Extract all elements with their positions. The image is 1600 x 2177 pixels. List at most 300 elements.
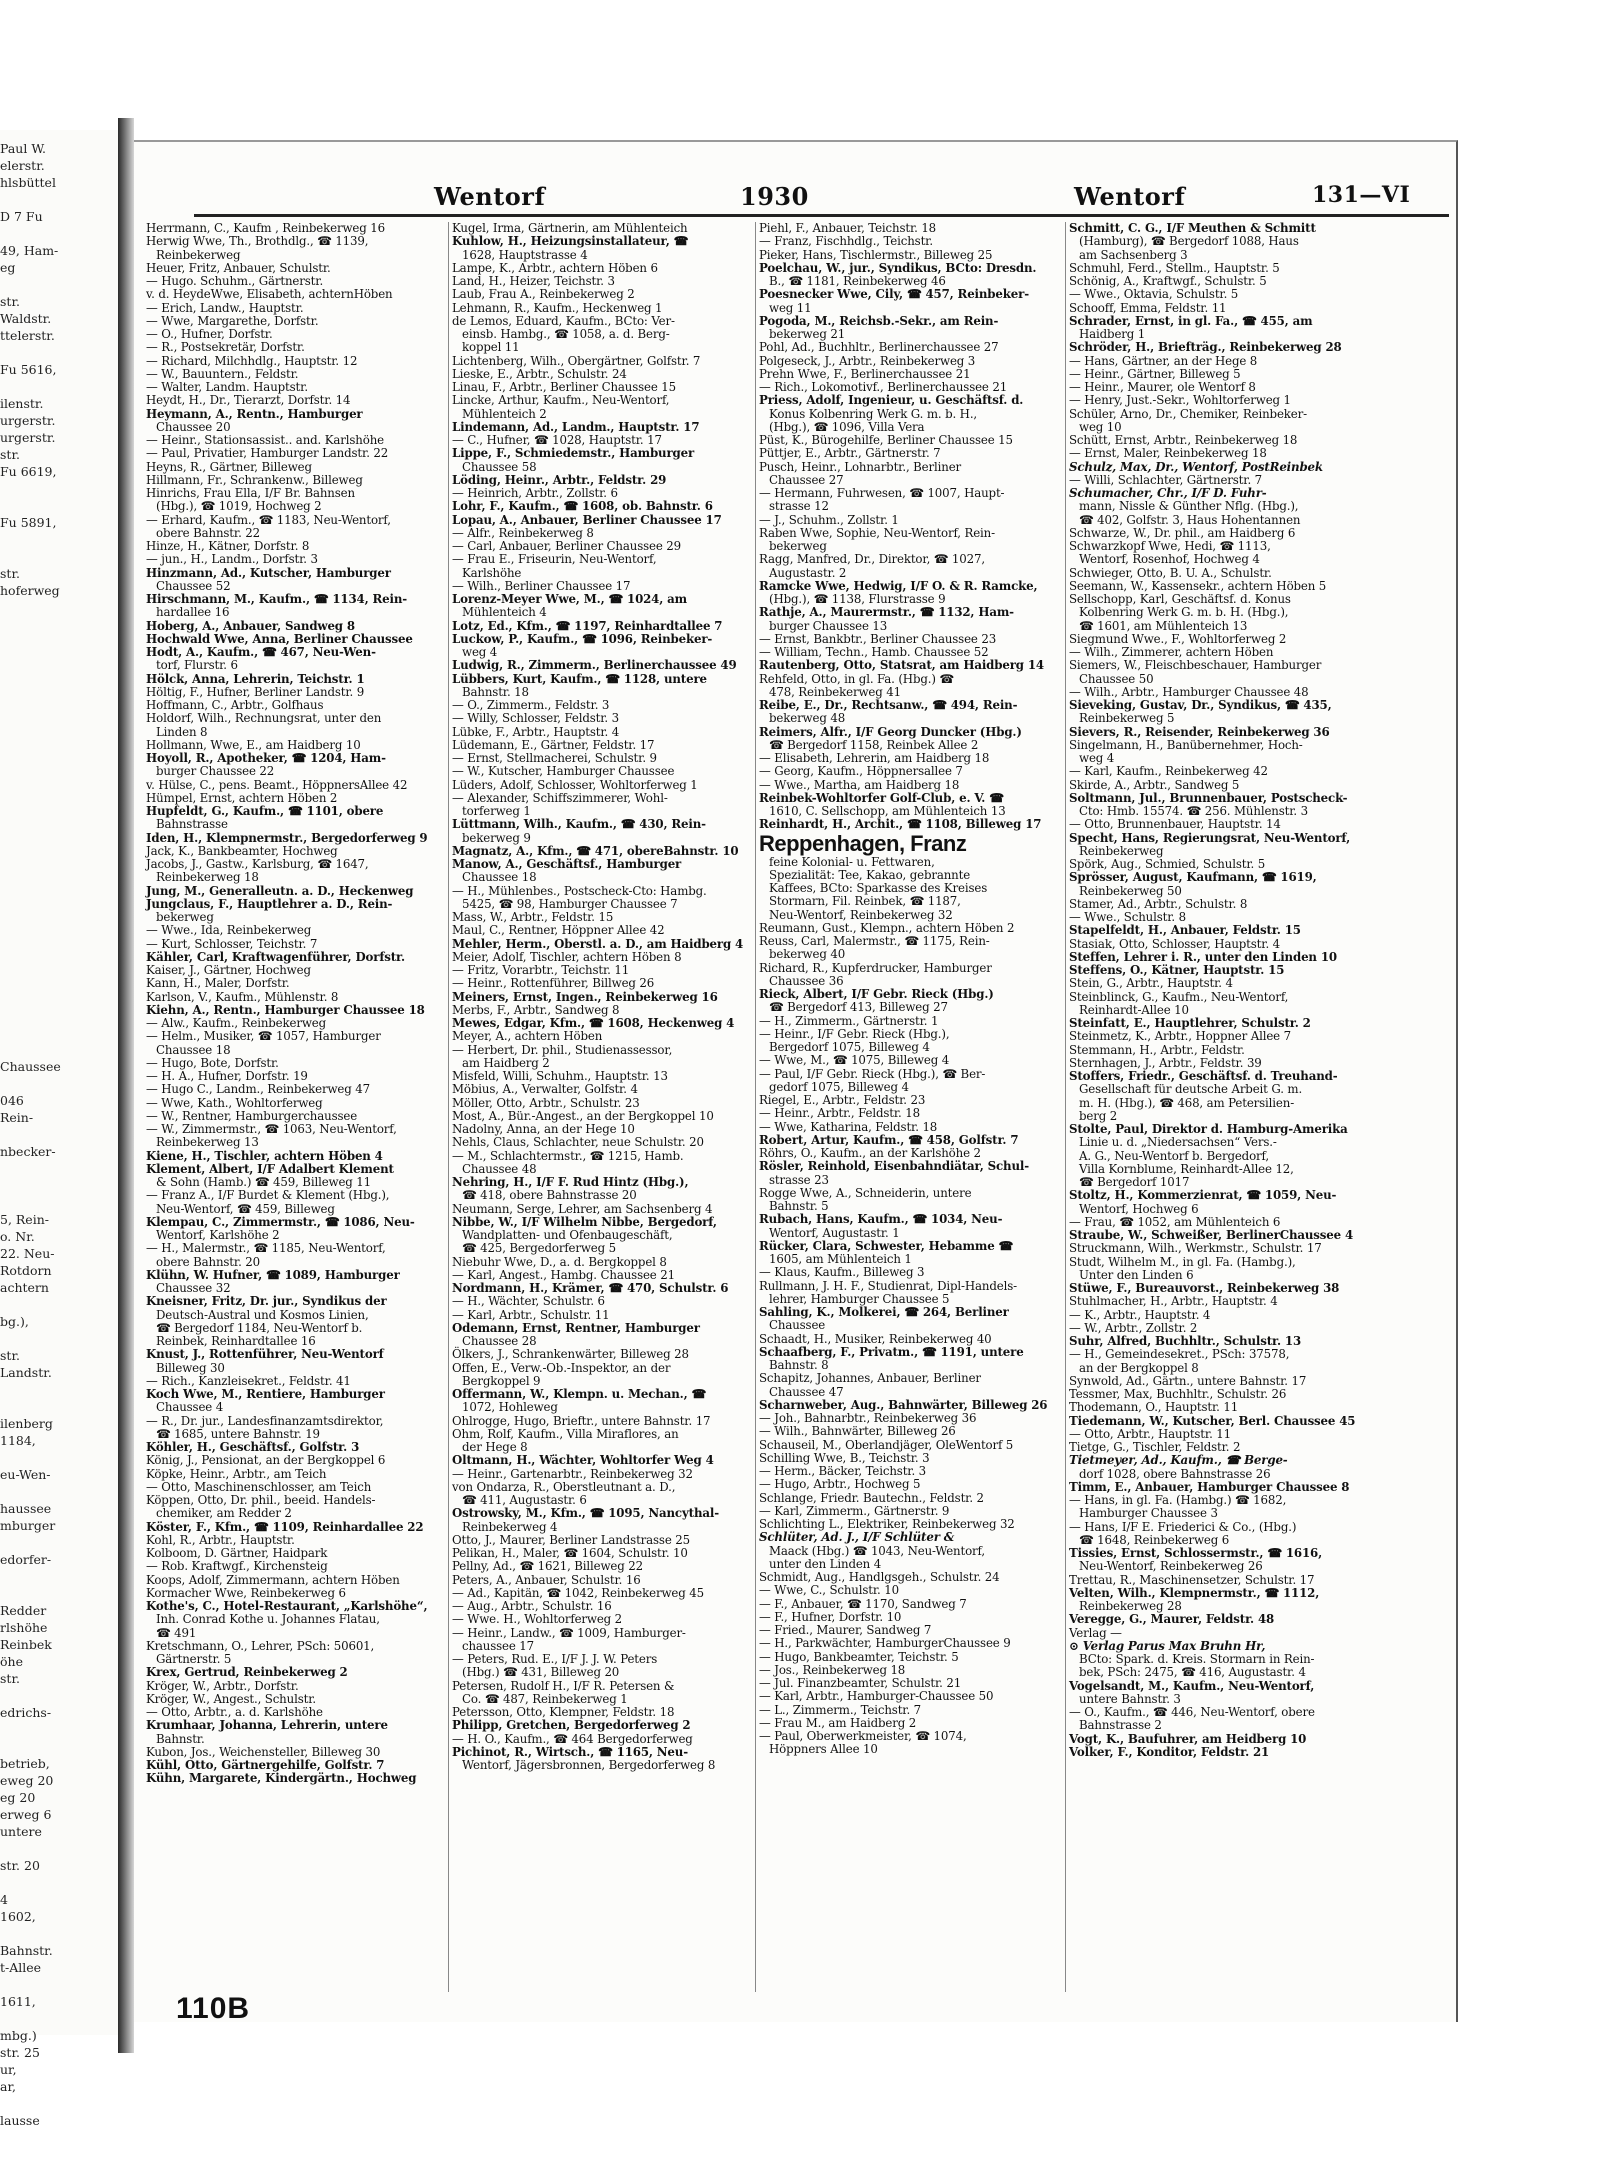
directory-entry-continuation: gedorf 1075, Billeweg 4 <box>769 1079 909 1094</box>
directory-entry-continuation: 478, Reinbekerweg 41 <box>769 684 901 699</box>
directory-entry: Oltmann, H., Wächter, Wohltorfer Weg 4 <box>452 1453 714 1468</box>
directory-entry-continuation: A. G., Neu-Wentorf b. Bergedorf, <box>1079 1148 1269 1163</box>
directory-entry: — W., Rentner, Hamburgerchaussee <box>146 1108 358 1123</box>
header-page-number: 131—VI <box>1312 182 1411 208</box>
directory-entry: Stuhlmacher, H., Arbtr., Hauptstr. 4 <box>1069 1294 1278 1309</box>
directory-entry-continuation: Spezialität: Tee, Kakao, gebrannte <box>769 867 971 882</box>
directory-entry-continuation: B., ☎ 1181, Reinbekerweg 46 <box>769 274 946 288</box>
directory-entry: — Jos., Reinbekerweg 18 <box>759 1662 906 1677</box>
directory-entry: Reuss, Carl, Malermstr., ☎ 1175, Rein- <box>759 934 990 948</box>
directory-entry: — Rich., Kanzleisekret., Feldstr. 41 <box>146 1373 351 1388</box>
directory-entry-continuation: weg 4 <box>462 645 498 659</box>
directory-entry: Schooff, Emma, Feldstr. 11 <box>1069 300 1227 315</box>
directory-entry: — Heinr., Stationsassist.. and. Karlshöhe <box>146 433 384 447</box>
directory-entry-continuation: Wentorf, Hochweg 6 <box>1079 1201 1199 1216</box>
directory-entry: — Erich, Landw., Hauptstr. <box>146 300 304 315</box>
margin-fragment: erweg 6 <box>0 1807 52 1822</box>
directory-entry-continuation: bekerweg 9 <box>462 830 531 845</box>
directory-entry-continuation: Reinbek, Reinhardtallee 16 <box>156 1334 316 1348</box>
directory-entry: Ragg, Manfred, Dr., Direktor, ☎ 1027, <box>759 552 985 567</box>
directory-entry: — Heinr., Arbtr., Feldstr. 18 <box>759 1106 920 1121</box>
directory-entry: Löding, Heinr., Arbtr., Feldstr. 29 <box>452 472 667 487</box>
directory-entry-continuation: chaussee 17 <box>462 1638 535 1653</box>
directory-entry: Kiehn, A., Rentn., Hamburger Chaussee 18 <box>146 1002 425 1017</box>
directory-entry: Hodt, A., Kaufm., ☎ 467, Neu-Wen- <box>146 645 376 659</box>
directory-entry: Manow, A., Geschäftsf., Hamburger <box>452 857 682 871</box>
directory-entry: — F., Anbauer, ☎ 1170, Sandweg 7 <box>759 1596 967 1611</box>
directory-entry: — Paul, I/F Gebr. Rieck (Hbg.), ☎ Ber- <box>759 1066 986 1081</box>
directory-entry: Hochwald Wwe, Anna, Berliner Chaussee <box>146 631 413 646</box>
directory-entry: Heuer, Fritz, Anbauer, Schulstr. <box>146 260 331 275</box>
directory-entry-continuation: Haidberg 1 <box>1079 327 1146 341</box>
directory-entry: — Wwe., Martha, am Haidberg 18 <box>759 777 960 792</box>
directory-entry: Pohl, Ad., Buchhltr., Berlinerchaussee 27 <box>759 340 999 355</box>
directory-entry-continuation: Reinbekerweg 50 <box>1079 883 1182 898</box>
directory-entry-continuation: (Hamburg), ☎ Bergedorf 1088, Haus <box>1079 234 1299 249</box>
margin-fragment: mbg.) <box>0 2028 37 2043</box>
directory-entry: Schönig, A., Kraftwgf., Schulstr. 5 <box>1069 274 1267 288</box>
directory-entry: Tissies, Ernst, Schlossermstr., ☎ 1616, <box>1069 1546 1323 1560</box>
directory-entry: — Heinr., Gartenarbtr., Reinbekerweg 32 <box>452 1466 693 1481</box>
margin-fragment: str. <box>0 1348 21 1363</box>
directory-entry-continuation: Inh. Conrad Kothe u. Johannes Flatau, <box>156 1612 380 1627</box>
margin-fragment: 046 <box>0 1093 24 1108</box>
directory-entry: Straube, W., Schweißer, BerlinerChaussee 4 <box>1069 1228 1354 1242</box>
directory-entry: Krumhaar, Johanna, Lehrerin, untere <box>146 1718 388 1733</box>
directory-entry: — Ernst, Maler, Reinbekerweg 18 <box>1069 446 1267 461</box>
directory-entry-continuation: burger Chaussee 13 <box>769 618 888 633</box>
margin-fragment: eu-Wen- <box>0 1467 51 1482</box>
directory-entry: Hollmann, Wwe, E., am Haidberg 10 <box>146 737 361 752</box>
column-divider <box>448 222 449 1992</box>
margin-fragment: Rein- <box>0 1110 34 1125</box>
directory-entry-continuation: Co. ☎ 487, Reinbekerweg 1 <box>462 1691 628 1706</box>
directory-entry: — F., Hufner, Dorfstr. 10 <box>759 1609 902 1624</box>
directory-entry-continuation: ☎ Bergedorf 413, Billeweg 27 <box>769 1000 948 1015</box>
directory-entry: Poesnecker Wwe, Cily, ☎ 457, Reinbeker- <box>759 287 1029 302</box>
margin-fragment: urgerstr. <box>0 413 56 428</box>
directory-entry-continuation: am Sachsenberg 3 <box>1079 247 1188 262</box>
directory-entry: — H., Parkwächter, HamburgerChaussee 9 <box>759 1636 1011 1651</box>
advertisement-heading: Reppenhagen, Franz <box>759 830 967 856</box>
directory-entry: Ölkers, J., Schrankenwärter, Billeweg 28 <box>452 1347 689 1362</box>
directory-entry: Studt, Wilhelm M., in gl. Fa. (Hambg.), <box>1069 1254 1296 1269</box>
directory-entry: Möller, Otto, Arbtr., Schulstr. 23 <box>452 1095 640 1110</box>
directory-entry-continuation: ☎ 1648, Reinbekerweg 6 <box>1079 1532 1230 1547</box>
directory-entry-continuation: obere Bahnstr. 22 <box>156 525 261 540</box>
directory-entry-continuation: (Hbg.), ☎ 1138, Flurstrasse 9 <box>769 592 946 606</box>
directory-entry: Rehfeld, Otto, in gl. Fa. (Hbg.) ☎ <box>759 671 954 686</box>
directory-entry-continuation: untere Bahnstr. 3 <box>1079 1691 1181 1706</box>
directory-entry: — Ernst, Bankbtr., Berliner Chaussee 23 <box>759 631 997 646</box>
directory-entry: Kolboom, D. Gärtner, Haidpark <box>146 1546 328 1560</box>
directory-entry-continuation: torf, Flurstr. 6 <box>156 658 238 673</box>
directory-entry: — Peters, Rud. E., I/F J. J. W. Peters <box>452 1652 658 1666</box>
directory-entry: Rathje, A., Maurermstr., ☎ 1132, Ham- <box>759 605 1014 620</box>
directory-entry: Schmidt, Aug., Handlgsgeh., Schulstr. 24 <box>759 1570 1000 1584</box>
directory-entry: Robert, Artur, Kaufm., ☎ 458, Golfstr. 7 <box>759 1132 1019 1147</box>
directory-entry-continuation: hardallee 16 <box>156 605 230 620</box>
directory-entry: Kröger, W., Angest., Schulstr. <box>146 1691 316 1706</box>
directory-entry: Schwieger, Otto, B. U. A., Schulstr. <box>1069 565 1272 580</box>
directory-entry: Sahling, K., Molkerei, ☎ 264, Berliner <box>759 1305 1009 1319</box>
directory-entry-continuation: (Hbg.) ☎ 431, Billeweg 20 <box>462 1665 620 1680</box>
entries-column-3 <box>759 222 1059 1757</box>
margin-fragment: achtern <box>0 1280 49 1295</box>
directory-entry-continuation: (Hbg.), ☎ 1019, Hochweg 2 <box>156 499 322 514</box>
directory-entry: Stoltz, H., Kommerzienrat, ☎ 1059, Neu- <box>1069 1188 1337 1203</box>
directory-entry-continuation: Reinhardt-Allee 10 <box>1079 1002 1189 1017</box>
directory-entry: Schilling Wwe, B., Teichstr. 3 <box>759 1450 930 1465</box>
margin-fragment: str. 20 <box>0 1858 40 1873</box>
directory-entry: Kubon, Jos., Weichensteller, Billeweg 30 <box>146 1744 381 1759</box>
directory-entry: Lübke, F., Arbtr., Hauptstr. 4 <box>452 724 620 739</box>
directory-entry: Schlichting L., Elektriker, Reinbekerweg 32 <box>759 1517 1015 1531</box>
directory-entry-continuation: ☎ Bergedorf 1184, Neu-Wentorf b. <box>156 1320 363 1335</box>
directory-entry: Lindemann, Ad., Landm., Hauptstr. 17 <box>452 419 700 434</box>
directory-entry: — Hans, I/F E. Friederici & Co., (Hbg.) <box>1069 1519 1297 1534</box>
margin-fragment: mburger <box>0 1518 56 1533</box>
header-place-left: Wentorf <box>434 182 546 211</box>
directory-entry-continuation: Reinbekerweg 18 <box>156 870 259 885</box>
directory-entry: — Wilh., Bahnwärter, Billeweg 26 <box>759 1424 956 1439</box>
directory-entry-continuation: Neu-Wentorf, ☎ 459, Billeweg <box>156 1201 335 1216</box>
directory-entry-continuation: 1610, C. Sellschopp, am Mühlenteich 13 <box>769 804 1006 818</box>
directory-entry-continuation: Kolbenring Werk G. m. b. H. (Hbg.), <box>1079 605 1289 620</box>
directory-entry: Heydt, H., Dr., Tierarzt, Dorfstr. 14 <box>146 393 351 408</box>
directory-entry: Nehls, Claus, Schlachter, neue Schulstr. 20 <box>452 1135 704 1150</box>
directory-entry: — Elisabeth, Lehrerin, am Haidberg 18 <box>759 751 990 765</box>
entries-column-4 <box>1069 222 1369 1759</box>
directory-entry: Kühn, Margarete, Kindergärtn., Hochweg <box>146 1771 417 1786</box>
directory-entry: — W., Zimmermstr., ☎ 1063, Neu-Wentorf, <box>146 1122 397 1136</box>
directory-entry: Hirschmann, M., Kaufm., ☎ 1134, Rein- <box>146 592 408 606</box>
margin-fragment: t-Allee <box>0 1960 42 1975</box>
directory-entry: Köppen, Otto, Dr. phil., beeid. Handels- <box>146 1493 376 1507</box>
directory-entry: Specht, Hans, Regierungsrat, Neu-Wentorf, <box>1069 830 1351 845</box>
directory-entry: — Ad., Kapitän, ☎ 1042, Reinbekerweg 45 <box>452 1585 704 1600</box>
directory-entry-continuation: am Haidberg 2 <box>462 1055 550 1070</box>
margin-fragment: hlsbüttel <box>0 175 56 190</box>
directory-entry: — Karl, Kaufm., Reinbekerweg 42 <box>1069 764 1268 779</box>
directory-entry-continuation: ☎ 402, Golfstr. 3, Haus Hohentannen <box>1079 512 1301 527</box>
directory-entry: Kohl, R., Arbtr., Hauptstr. <box>146 1532 295 1547</box>
directory-entry-continuation: Gesellschaft für deutsche Arbeit G. m. <box>1079 1082 1303 1097</box>
directory-entry-continuation: m. H. (Hbg.), ☎ 468, am Petersilien- <box>1079 1095 1295 1110</box>
directory-entry: Lüders, Adolf, Schlosser, Wohltorferweg 1 <box>452 777 698 792</box>
directory-entry: — W., Arbtr., Zollstr. 2 <box>1069 1320 1198 1335</box>
directory-entry-continuation: berg 2 <box>1079 1108 1118 1123</box>
directory-entry: Odemann, Ernst, Rentner, Hamburger <box>452 1320 700 1335</box>
directory-entry: Niebuhr Wwe, D., a. d. Bergkoppel 8 <box>452 1254 667 1269</box>
margin-fragment: Fu 5616, <box>0 362 57 377</box>
directory-entry-continuation: weg 11 <box>769 300 812 315</box>
directory-entry: Lichtenberg, Wilh., Obergärtner, Golfstr. 7 <box>452 353 701 368</box>
directory-entry: Skirde, A., Arbtr., Sandweg 5 <box>1069 777 1240 792</box>
directory-entry: Röhrs, O., Kaufm., an der Karlshöhe 2 <box>759 1146 981 1160</box>
directory-entry: Trettau, R., Maschinensetzer, Schulstr. 17 <box>1069 1572 1315 1587</box>
margin-fragment: Waldstr. <box>0 311 52 326</box>
directory-entry-continuation: Neu-Wentorf, Reinbekerweg 26 <box>1079 1559 1263 1574</box>
directory-entry: — Henry, Just.-Sekr., Wohltorferweg 1 <box>1069 393 1291 408</box>
directory-entry: Steffen, Lehrer i. R., unter den Linden 10 <box>1069 949 1337 964</box>
directory-entry: Schüler, Arno, Dr., Chemiker, Reinbeker- <box>1069 406 1307 421</box>
directory-entry-continuation: strasse 12 <box>769 499 829 514</box>
directory-entry: — R., Dr. jur., Landesfinanzamtsdirektor, <box>146 1413 384 1428</box>
facing-page-margin <box>0 130 118 2128</box>
directory-entry: — Wwe., Oktavia, Schulstr. 5 <box>1069 287 1239 302</box>
directory-entry: Höltig, F., Hufner, Berliner Landstr. 9 <box>146 684 365 699</box>
directory-entry: — Franz, Fischhdlg., Teichstr. <box>759 234 933 249</box>
directory-entry: — Otto, Arbtr., Hauptstr. 11 <box>1069 1426 1232 1441</box>
directory-entry-continuation: Konus Kolbenring Werk G. m. b. H., <box>769 406 978 421</box>
directory-entry: Meier, Adolf, Tischler, achtern Höben 8 <box>452 949 682 964</box>
directory-entry-continuation: Bahnstr. 18 <box>462 684 529 699</box>
directory-entry-continuation: Chaussee 4 <box>156 1400 224 1415</box>
directory-entry-continuation: Linie u. d. „Niedersachsen“ Vers.- <box>1079 1135 1277 1150</box>
directory-entry: Meyer, A., achtern Höben <box>452 1029 603 1044</box>
directory-entry: Rautenberg, Otto, Statsrat, am Haidberg 14 <box>759 658 1044 673</box>
directory-entry-continuation: 1072, Hohleweg <box>462 1400 558 1415</box>
directory-entry: — Wilh., Arbtr., Hamburger Chaussee 48 <box>1069 684 1309 699</box>
directory-entry: Schwarzkopf Wwe, Hedi, ☎ 1113, <box>1069 539 1271 553</box>
directory-entry: — O., Kaufm., ☎ 446, Neu-Wentorf, obere <box>1069 1705 1315 1719</box>
directory-entry: Seemann, W., Kassensekr., achtern Höben 5 <box>1069 578 1327 593</box>
directory-entry: Lampe, K., Arbtr., achtern Höben 6 <box>452 260 658 275</box>
directory-entry: Schapitz, Johannes, Anbauer, Berliner <box>759 1371 981 1386</box>
directory-entry: Misfeld, Willi, Schuhm., Hauptstr. 13 <box>452 1069 668 1083</box>
directory-entry: Thodemann, O., Hauptstr. 11 <box>1069 1400 1239 1415</box>
directory-entry: — jun., H., Landm., Dorfstr. 3 <box>146 552 318 567</box>
directory-entry: — Hugo, Bote, Dorfstr. <box>146 1055 279 1070</box>
directory-entry-continuation: Reinbekerweg 28 <box>1079 1599 1182 1613</box>
directory-entry: Karlson, V., Kaufm., Mühlenstr. 8 <box>146 989 339 1004</box>
margin-fragment: elerstr. <box>0 158 45 173</box>
directory-entry-continuation: Gärtnerstr. 5 <box>156 1652 232 1666</box>
directory-entry: Ramcke Wwe, Hedwig, I/F O. & R. Ramcke, <box>759 578 1038 593</box>
directory-entry: Kugel, Irma, Gärtnerin, am Mühlenteich <box>452 221 688 235</box>
directory-entry: Offen, E., Verw.-Ob.-Inspektor, an der <box>452 1360 671 1375</box>
directory-entry: — Wilh., Zimmerer, achtern Höben <box>1069 645 1274 659</box>
directory-entry-continuation: Mühlenteich 4 <box>462 605 547 620</box>
directory-entry: Velten, Wilh., Klempnermstr., ☎ 1112, <box>1069 1585 1320 1600</box>
directory-entry: — Hugo C., Landm., Reinbekerweg 47 <box>146 1082 370 1097</box>
directory-entry: — K., Arbtr., Hauptstr. 4 <box>1069 1307 1211 1322</box>
directory-entry: — Rob. Kraftwgf., Kirchensteig <box>146 1559 328 1574</box>
directory-entry: Reumann, Gust., Klempn., achtern Höben 2 <box>759 920 1015 935</box>
directory-entry-continuation: lehrer, Hamburger Chaussee 5 <box>769 1291 950 1306</box>
directory-entry: Petersen, Rudolf H., I/F R. Petersen & <box>452 1678 675 1693</box>
directory-entry-continuation: koppel 11 <box>462 340 520 355</box>
directory-entry: Köpke, Heinr., Arbtr., am Teich <box>146 1466 327 1481</box>
directory-entry-continuation: Mühlenteich 2 <box>462 406 547 421</box>
directory-entry: Schumacher, Chr., I/F D. Fuhr- <box>1069 486 1267 500</box>
directory-entry: — Wwe, Kath., Wohltorferweg <box>146 1095 323 1110</box>
margin-fragment: Landstr. <box>0 1365 52 1380</box>
directory-entry: Kiene, H., Tischler, achtern Höben 4 <box>146 1148 383 1163</box>
directory-entry: Rogge Wwe, A., Schneiderin, untere <box>759 1185 972 1200</box>
directory-entry: — Wwe, Margarethe, Dorfstr. <box>146 313 319 328</box>
directory-entry-continuation: strasse 23 <box>769 1172 829 1187</box>
column-divider <box>755 222 756 1992</box>
directory-entry: — Erhard, Kaufm., ☎ 1183, Neu-Wentorf, <box>146 512 391 527</box>
directory-entry: — Heinr., Landw., ☎ 1009, Hamburger- <box>452 1625 686 1640</box>
directory-entry-continuation: ☎ 411, Augustastr. 6 <box>462 1493 587 1507</box>
directory-entry: Mewes, Edgar, Kfm., ☎ 1608, Heckenweg 4 <box>452 1016 735 1030</box>
directory-entry: — Otto, Maschinenschlosser, am Teich <box>146 1479 372 1494</box>
directory-entry: Ostrowsky, M., Kfm., ☎ 1095, Nancythal- <box>452 1506 719 1521</box>
directory-entry: — Heinr., Rottenführer, Billweg 26 <box>452 976 655 991</box>
directory-entry: Mass, W., Arbtr., Feldstr. 15 <box>452 910 614 924</box>
binding-shadow <box>118 118 134 2053</box>
margin-fragment: rlshöhe <box>0 1620 48 1635</box>
directory-entry: Sellschopp, Karl, Geschäftsf. d. Konus <box>1069 592 1291 606</box>
directory-entry: Tietmeyer, Ad., Kaufm., ☎ Berge- <box>1069 1453 1288 1468</box>
directory-entry: Möbius, A., Verwalter, Golfstr. 4 <box>452 1082 638 1097</box>
directory-entry: Raben Wwe, Sophie, Neu-Wentorf, Rein- <box>759 525 995 540</box>
directory-entry-continuation: bek, PSch: 2475, ☎ 416, Augustastr. 4 <box>1079 1665 1306 1680</box>
directory-entry: Pogoda, M., Reichsb.-Sekr., am Rein- <box>759 313 999 328</box>
directory-entry: Klement, Albert, I/F Adalbert Klement <box>146 1161 394 1176</box>
directory-entry-continuation: Reinbekerweg <box>1079 843 1164 858</box>
directory-entry-continuation: dorf 1028, obere Bahnstrasse 26 <box>1079 1466 1271 1481</box>
directory-entry: — Richard, Milchhdlg., Hauptstr. 12 <box>146 353 358 368</box>
directory-entry-continuation: torferweg 1 <box>462 804 531 818</box>
directory-entry: Iden, H., Klempnermstr., Bergedorferweg 9 <box>146 830 428 845</box>
directory-entry-continuation: mann, Nissle & Günther Nflg. (Hbg.), <box>1079 499 1299 514</box>
directory-entry-continuation: Chaussee 58 <box>462 459 537 474</box>
directory-entry: — Walter, Landm. Hauptstr. <box>146 380 308 394</box>
directory-entry: Schulz, Max, Dr., Wentorf, PostReinbek <box>1069 459 1323 474</box>
margin-fragment: Redder <box>0 1603 47 1618</box>
directory-entry: Lüdemann, E., Gärtner, Feldstr. 17 <box>452 737 655 752</box>
directory-entry-continuation: Maack (Hbg.) ☎ 1043, Neu-Wentorf, <box>769 1543 985 1558</box>
directory-entry-continuation: ☎ 1601, am Mühlenteich 13 <box>1079 618 1248 633</box>
directory-entry: — Willy, Schlosser, Feldstr. 3 <box>452 711 619 726</box>
margin-fragment: 1611, <box>0 1994 36 2009</box>
directory-entry: — Paul, Privatier, Hamburger Landstr. 22 <box>146 446 389 461</box>
directory-entry-continuation: 1605, am Mühlenteich 1 <box>769 1252 912 1266</box>
directory-entry: — Fritz, Vorarbtr., Teichstr. 11 <box>452 963 630 977</box>
directory-entry: — O., Hufner, Dorfstr. <box>146 327 273 341</box>
directory-entry: Offermann, W., Klempn. u. Mechan., ☎ <box>452 1387 707 1401</box>
directory-entry-continuation: Neu-Wentorf, Reinbekerweg 32 <box>769 907 953 922</box>
directory-entry-continuation: einsb. Hambg., ☎ 1058, a. d. Berg- <box>462 327 670 341</box>
directory-entry: — O., Zimmerm., Feldstr. 3 <box>452 698 610 712</box>
directory-entry: Heymann, A., Rentn., Hamburger <box>146 406 363 421</box>
header-rule <box>194 214 1449 217</box>
margin-fragment: 1184, <box>0 1433 36 1448</box>
entries-column-1 <box>146 222 446 1786</box>
directory-entry: Poelchau, W., jur., Syndikus, BCto: Dresdn. <box>759 260 1037 275</box>
directory-entry: Richard, R., Kupferdrucker, Hamburger <box>759 960 992 975</box>
margin-fragment: eg 20 <box>0 1790 36 1805</box>
margin-fragment: untere <box>0 1824 42 1839</box>
directory-entry-continuation: Chaussee 20 <box>156 419 231 434</box>
directory-entry-continuation: Reinbekerweg 4 <box>462 1519 558 1534</box>
directory-entry-continuation: Chaussee 32 <box>156 1281 231 1295</box>
directory-entry: Reibe, E., Dr., Rechtsanw., ☎ 494, Rein- <box>759 698 1018 712</box>
directory-entry: Mehler, Herm., Oberstl. a. D., am Haidberg 4 <box>452 936 744 951</box>
directory-entry-continuation: Bahnstr. 5 <box>769 1199 829 1213</box>
directory-entry-continuation: obere Bahnstr. 20 <box>156 1254 261 1269</box>
directory-entry-continuation: Wandplatten- und Ofenbaugeschäft, <box>462 1228 673 1242</box>
directory-entry: Land, H., Heizer, Teichstr. 3 <box>452 274 615 288</box>
directory-entry: Magnatz, A., Kfm., ☎ 471, obereBahnstr. 10 <box>452 843 739 858</box>
margin-fragment: Fu 6619, <box>0 464 57 479</box>
margin-fragment: 49, Ham- <box>0 243 59 258</box>
directory-entry: Stasiak, Otto, Schlosser, Hauptstr. 4 <box>1069 936 1281 951</box>
directory-entry-continuation: weg 4 <box>1079 751 1115 765</box>
directory-entry: — Frau E., Friseurin, Neu-Wentorf, <box>452 552 657 567</box>
directory-entry: Sprösser, August, Kaufmann, ☎ 1619, <box>1069 870 1317 885</box>
directory-entry: Hinze, H., Kätner, Dorfstr. 8 <box>146 539 310 553</box>
margin-fragment: edrichs- <box>0 1705 52 1720</box>
directory-entry: Meiners, Ernst, Ingen., Reinbekerweg 16 <box>452 989 718 1004</box>
directory-entry: — Karl, Zimmerm., Gärtnerstr. 9 <box>759 1503 950 1518</box>
directory-entry-continuation: Reinbekerweg 5 <box>1079 711 1175 726</box>
directory-entry-continuation: an der Bergkoppel 8 <box>1079 1360 1199 1375</box>
margin-fragment: öhe <box>0 1654 23 1669</box>
margin-fragment: 1602, <box>0 1909 36 1924</box>
directory-entry: Soltmann, Jul., Brunnenbauer, Postscheck- <box>1069 790 1348 805</box>
directory-entry: Pusch, Heinr., Lohnarbtr., Berliner <box>759 459 962 474</box>
entries-column-2 <box>452 222 752 1772</box>
margin-fragment: bg.), <box>0 1314 29 1329</box>
directory-entry: Hümpel, Ernst, achtern Höben 2 <box>146 790 338 805</box>
directory-entry: — Alfr., Reinbekerweg 8 <box>452 525 594 540</box>
directory-entry: Hoffmann, C., Arbtr., Golfhaus <box>146 698 324 712</box>
directory-entry-continuation: Wentorf, Karlshöhe 2 <box>156 1228 280 1242</box>
directory-entry-continuation: ☎ 425, Bergedorferweg 5 <box>462 1241 616 1256</box>
directory-entry-continuation: 5425, ☎ 98, Hamburger Chaussee 7 <box>462 896 678 911</box>
directory-entry: — Hans, in gl. Fa. (Hambg.) ☎ 1682, <box>1069 1493 1287 1507</box>
directory-entry: Hillmann, Fr., Schrankenw., Billeweg <box>146 472 363 487</box>
directory-entry-continuation: bekerweg 40 <box>769 947 846 962</box>
directory-entry: — Willi, Schlachter, Gärtnerstr. 7 <box>1069 472 1263 487</box>
directory-entry: Scharnweber, Aug., Bahnwärter, Billeweg 26 <box>759 1397 1048 1412</box>
directory-entry-continuation: Chaussee 36 <box>769 973 844 988</box>
directory-entry: Schütt, Ernst, Arbtr., Reinbekerweg 18 <box>1069 433 1298 447</box>
directory-entry: Klühn, W. Hufner, ☎ 1089, Hamburger <box>146 1267 400 1282</box>
margin-fragment: betrieb, <box>0 1756 50 1771</box>
directory-entry: Lincke, Arthur, Kaufm., Neu-Wentorf, <box>452 393 670 408</box>
margin-fragment: Paul W. <box>0 141 46 156</box>
directory-entry: Schmuhl, Ferd., Stellm., Hauptstr. 5 <box>1069 260 1280 275</box>
directory-entry: — Herm., Bäcker, Teichstr. 3 <box>759 1464 927 1478</box>
directory-entry-continuation: Kaffees, BCto: Sparkasse des Kreises <box>769 881 988 895</box>
directory-entry: König, J., Pensionat, an der Bergkoppel 6 <box>146 1453 386 1468</box>
directory-entry: Siegmund Wwe., F., Wohltorferweg 2 <box>1069 631 1287 646</box>
directory-entry: Kröger, W., Arbtr., Dorfstr. <box>146 1678 299 1693</box>
directory-entry-continuation: Bahnstrasse 2 <box>1079 1718 1162 1733</box>
directory-entry: Lüttmann, Wilh., Kaufm., ☎ 430, Rein- <box>452 817 706 832</box>
directory-entry: — Rich., Lokomotivf., Berlinerchaussee 21 <box>759 380 1008 394</box>
directory-entry: Linau, F., Arbtr., Berliner Chaussee 15 <box>452 380 677 394</box>
running-header <box>134 182 1456 216</box>
directory-entry: Vogt, K., Baufuhrer, am Heidberg 10 <box>1069 1731 1307 1746</box>
directory-entry: Petersson, Otto, Klempner, Feldstr. 18 <box>452 1705 675 1719</box>
directory-entry-continuation: Bahnstr. <box>156 1731 205 1746</box>
directory-entry-continuation: bekerweg <box>156 910 214 924</box>
directory-entry: Tessmer, Max, Buchhltr., Schulstr. 26 <box>1069 1387 1287 1401</box>
directory-entry: — Heinr., Maurer, ole Wentorf 8 <box>1069 380 1256 394</box>
directory-entry: Kuhlow, H., Heizungsinstallateur, ☎ <box>452 234 689 249</box>
directory-entry: — Paul, Oberwerkmeister, ☎ 1074, <box>759 1729 967 1743</box>
margin-fragment: Rotdorn <box>0 1263 52 1278</box>
directory-entry: Laub, Frau A., Reinbekerweg 2 <box>452 287 635 302</box>
directory-entry-continuation: ☎ Bergedorf 1158, Reinbek Allee 2 <box>769 737 979 752</box>
